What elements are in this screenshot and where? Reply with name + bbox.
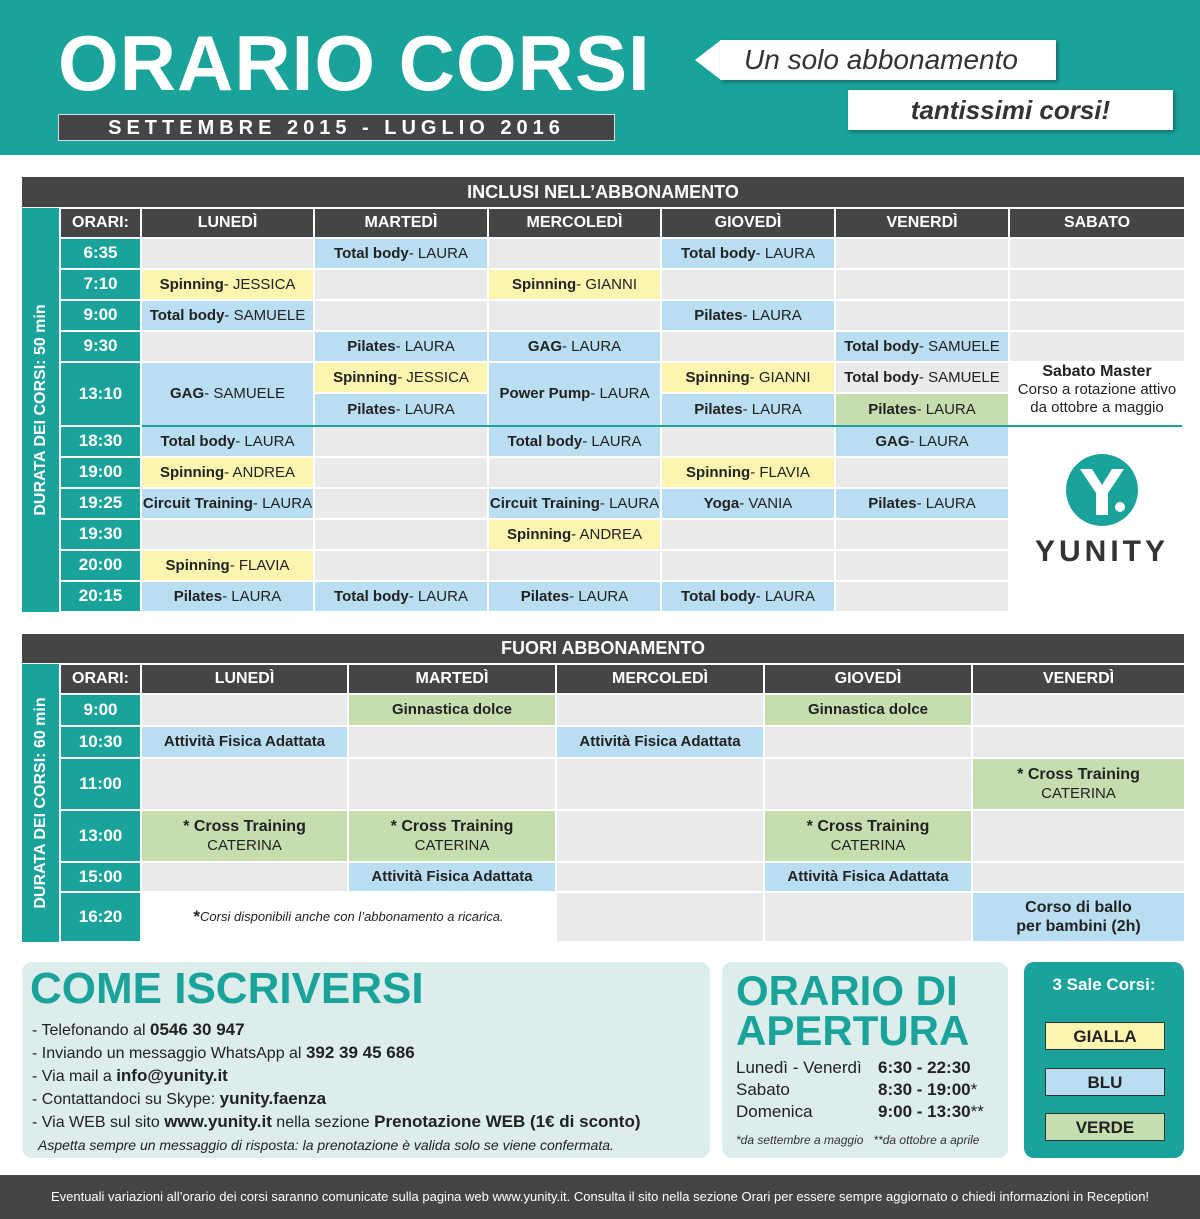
course-cell: Pilates - LAURA [315,394,487,425]
signup-title: COME ISCRIVERSI [30,964,424,1013]
empty-cell [836,458,1008,487]
table1-time: 20:15 [61,582,140,611]
course-cell: Attività Fisica Adattata [349,863,555,891]
empty-cell [557,863,763,891]
empty-cell [1010,301,1184,330]
course-cell: Power Pump - LAURA [489,363,660,425]
course-cell: Total body - SAMUELE [836,363,1008,392]
table1-header-cell: LUNEDÌ [142,209,313,237]
opening-note: *da settembre a maggio **da ottobre a aprile [736,1133,980,1147]
empty-cell [1010,239,1184,268]
course-cell: Total body - SAMUELE [142,301,313,330]
table2-time: 13:00 [61,811,140,861]
course-cell: * Cross Training CATERINA [973,759,1184,809]
signup-list [32,1019,641,1156]
empty-cell [662,520,834,549]
table1-header-cell: GIOVEDÌ [662,209,834,237]
table2-header-cell: GIOVEDÌ [765,665,971,693]
tagline-1: Un solo abbonamento [720,40,1056,80]
table2-header-cell: ORARI: [61,665,140,693]
course-cell: Ginnastica dolce [349,695,555,725]
signup-item: - Via WEB sul sito www.yunity.it nella sezione Prenotazione WEB (1€ di sconto) [32,1112,641,1131]
course-cell: GAG - SAMUELE [142,363,313,425]
course-cell: Total body - LAURA [662,239,834,268]
table1-side-label: DURATA DEI CORSI: 50 min [22,208,59,612]
table2-header-cell: VENERDÌ [973,665,1184,693]
yunity-logo-text: YUNITY [1034,535,1169,568]
table1-time: 18:30 [61,427,140,456]
page-title: ORARIO CORSI [58,19,651,107]
empty-cell [349,727,555,757]
room-verde: VERDE [1045,1113,1165,1141]
table1-band: INCLUSI NELL’ABBONAMENTO [22,177,1184,207]
empty-cell [142,239,313,268]
table1-header-cell: ORARI: [61,209,140,237]
empty-cell [836,582,1008,611]
empty-cell [662,270,834,299]
course-cell: * Cross Training CATERINA [349,811,555,861]
room-blu: BLU [1045,1068,1165,1096]
table1-time: 19:30 [61,520,140,549]
table2-time: 10:30 [61,727,140,757]
course-cell: Yoga - VANIA [662,489,834,518]
empty-cell [1010,332,1184,361]
table2-time: 15:00 [61,863,140,891]
empty-cell [557,811,763,861]
course-cell: Spinning - JESSICA [142,270,313,299]
empty-cell [836,270,1008,299]
empty-cell [489,239,660,268]
opening-title: ORARIO DI APERTURA [736,967,970,1054]
footnote-cell: * Corsi disponibili anche con l’abbonamento a ricarica. [142,893,555,941]
empty-cell [765,893,971,941]
saturday-line2: da ottobre a maggio [1030,399,1164,416]
course-cell: * Cross Training CATERINA [142,811,347,861]
signup-note: Aspetta sempre un messaggio di risposta: la prenotazione è valida solo se viene confermata. [38,1137,614,1153]
course-cell: Total body - LAURA [315,239,487,268]
empty-cell [557,759,763,809]
tagline-2: tantissimi corsi! [848,90,1173,130]
empty-cell [315,427,487,456]
table1-time: 7:10 [61,270,140,299]
table2-time: 11:00 [61,759,140,809]
saturday-line1: Corso a rotazione attivo [1017,381,1177,398]
course-cell: Total body - LAURA [315,582,487,611]
course-cell: Circuit Training - LAURA [142,489,313,518]
opening-row: Lunedì - Venerdì 6:30 - 22:30 [736,1058,971,1077]
course-cell: Pilates - LAURA [662,301,834,330]
empty-cell [489,458,660,487]
table1-header-cell: MARTEDÌ [315,209,487,237]
table1-header-cell: VENERDÌ [836,209,1008,237]
signup-item: - Inviando un messaggio WhatsApp al 392 39 45 686 [32,1043,415,1062]
table1-time: 6:35 [61,239,140,268]
empty-cell [662,551,834,580]
empty-cell [973,811,1184,861]
empty-cell [142,863,347,891]
course-cell: Spinning - ANDREA [142,458,313,487]
course-cell: Pilates - LAURA [836,489,1008,518]
course-cell: Circuit Training - LAURA [489,489,660,518]
empty-cell [662,332,834,361]
empty-cell [315,551,487,580]
empty-cell [489,301,660,330]
empty-cell [973,727,1184,757]
course-cell: Total body - SAMUELE [836,332,1008,361]
opening-row: Sabato 8:30 - 19:00* [736,1080,978,1099]
course-cell: Spinning - FLAVIA [142,551,313,580]
table1-header-cell: MERCOLEDÌ [489,209,660,237]
table2-header-cell: MERCOLEDÌ [557,665,763,693]
signup-item: - Via mail a info@yunity.it [32,1066,228,1085]
table1-header-cell: SABATO [1010,209,1184,237]
opening-row: Domenica 9:00 - 13:30** [736,1102,984,1121]
table2-band: FUORI ABBONAMENTO [22,634,1184,663]
table1-time: 9:00 [61,301,140,330]
table2-header-cell: LUNEDÌ [142,665,347,693]
empty-cell [142,759,347,809]
empty-cell [765,759,971,809]
table2-time: 16:20 [61,893,140,941]
tagline-arrow [695,40,721,80]
empty-cell [315,520,487,549]
empty-cell [142,695,347,725]
empty-cell [836,239,1008,268]
empty-cell [315,301,487,330]
course-cell: Spinning - FLAVIA [662,458,834,487]
course-cell: Spinning - JESSICA [315,363,487,392]
course-cell: Total body - LAURA [662,582,834,611]
course-cell: Spinning - ANDREA [489,520,660,549]
empty-cell [557,893,763,941]
rooms-title: 3 Sale Corsi: [1052,975,1156,994]
empty-cell [142,332,313,361]
course-cell: Ginnastica dolce [765,695,971,725]
saturday-master [1010,363,1184,427]
empty-cell [765,727,971,757]
empty-cell [836,301,1008,330]
course-cell: Total body - LAURA [489,427,660,456]
course-cell: GAG - LAURA [489,332,660,361]
empty-cell [349,759,555,809]
saturday-title: Sabato Master [1042,363,1152,380]
empty-cell [662,427,834,456]
course-cell: * Cross Training CATERINA [765,811,971,861]
course-cell: Pilates - LAURA [315,332,487,361]
empty-cell [315,458,487,487]
table1-time: 13:10 [61,363,140,425]
course-cell: GAG - LAURA [836,427,1008,456]
course-cell: Spinning - GIANNI [489,270,660,299]
page-subtitle: SETTEMBRE 2015 - LUGLIO 2016 [58,114,615,141]
table1-time: 20:00 [61,551,140,580]
table1-time: 9:30 [61,332,140,361]
course-cell: Corso di ballo per bambini (2h) [973,893,1184,941]
empty-cell [973,695,1184,725]
course-cell: Pilates - LAURA [489,582,660,611]
table1-time: 19:00 [61,458,140,487]
empty-cell [315,489,487,518]
empty-cell [973,863,1184,891]
table2-side-label: DURATA DEI CORSI: 60 min [22,664,59,942]
empty-cell [836,551,1008,580]
empty-cell [489,551,660,580]
empty-cell [315,270,487,299]
course-cell: Attività Fisica Adattata [765,863,971,891]
empty-cell [142,520,313,549]
table2-time: 9:00 [61,695,140,725]
room-gialla: GIALLA [1045,1022,1165,1050]
course-cell: Attività Fisica Adattata [557,727,763,757]
course-cell: Pilates - LAURA [142,582,313,611]
table2-header-cell: MARTEDÌ [349,665,555,693]
signup-item: - Telefonando al 0546 30 947 [32,1020,245,1039]
course-cell: Pilates - LAURA [836,394,1008,425]
course-cell: Attività Fisica Adattata [142,727,347,757]
footer-note: Eventuali variazioni all’orario dei corsi saranno comunicate sulla pagina web www.yunity.it. Consulta il sito nella sezione Orari per essere sempre aggiornato o chiedi informazioni in Reception! [0,1175,1200,1219]
signup-item: - Contattandoci su Skype: yunity.faenza [32,1089,327,1108]
empty-cell [1010,270,1184,299]
course-cell: Pilates - LAURA [662,394,834,425]
empty-cell [836,520,1008,549]
table1-time: 19:25 [61,489,140,518]
course-cell: Total body - LAURA [142,427,313,456]
empty-cell [557,695,763,725]
course-cell: Spinning - GIANNI [662,363,834,392]
